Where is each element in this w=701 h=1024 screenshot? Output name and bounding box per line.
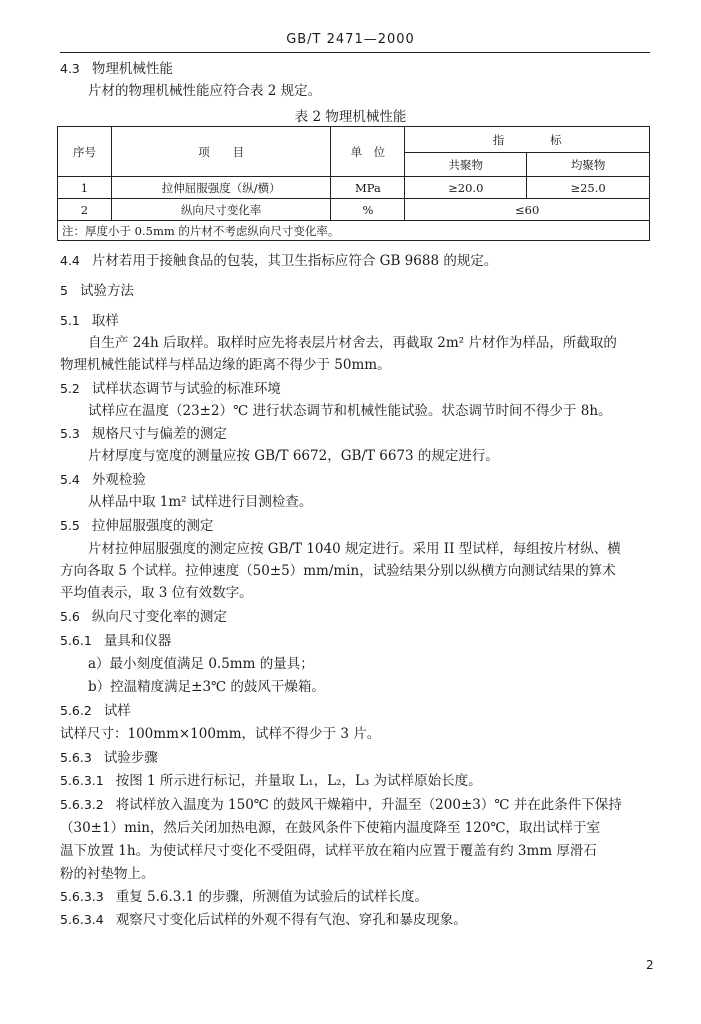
section-title: 量具和仪器 <box>103 633 172 649</box>
section-number: 4.4 <box>60 253 80 268</box>
table-row <box>58 199 650 221</box>
section-number: 5.5 <box>60 518 80 533</box>
section-title: 试验方法 <box>79 283 134 299</box>
paragraph-line: 方向各取 5 个试样。拉伸速度（50±5）mm/min，试验结果分别以纵横方向测试结果的算术 <box>60 563 616 579</box>
table-note: 注：厚度小于 0.5mm 的片材不考虑纵向尺寸变化率。 <box>58 221 650 241</box>
header-item: 项 目 <box>111 127 331 177</box>
cell-unit: % <box>331 199 405 221</box>
section-title: 外观检验 <box>91 472 146 488</box>
section-number: 5.2 <box>60 381 80 396</box>
cell-item: 拉伸屈服强度（纵/横） <box>111 177 331 199</box>
header-homopolymer: 均聚物 <box>527 153 650 177</box>
section-5-3-heading <box>60 425 227 443</box>
section-title: 试样状态调节与试验的标准环境 <box>91 381 281 397</box>
section-body: 观察尺寸变化后试样的外观不得有气泡、穿孔和暴皮现象。 <box>115 912 467 928</box>
paragraph-line: 粉的衬垫物上。 <box>60 866 155 882</box>
cell-no: 2 <box>58 199 112 221</box>
paragraph-line: 温下放置 1h。为使试样尺寸变化不受阻碍，试样平放在箱内应置于覆盖有约 3mm 厚滑石 <box>60 843 597 859</box>
section-title: 规格尺寸与偏差的测定 <box>91 426 227 442</box>
section-number: 5.4 <box>60 472 80 487</box>
cell-no: 1 <box>58 177 112 199</box>
section-5-heading <box>60 282 134 300</box>
section-number: 4.3 <box>60 61 80 76</box>
section-number: 5 <box>60 283 68 298</box>
paragraph-line: 从样品中取 1m² 试样进行目测检查。 <box>88 494 313 510</box>
section-title: 取样 <box>91 313 119 329</box>
section-5-5-heading <box>60 517 213 535</box>
section-5-6-1-heading <box>60 632 171 650</box>
list-item: a）最小刻度值满足 0.5mm 的量具； <box>88 656 314 672</box>
paragraph-line: 试样尺寸：100mm×100mm，试样不得少于 3 片。 <box>60 726 381 742</box>
section-number: 5.6.3.3 <box>60 889 104 904</box>
header-rule <box>60 52 650 53</box>
section-5-6-2-heading <box>60 702 131 720</box>
table-row <box>58 177 650 199</box>
list-item: b）控温精度满足±3℃ 的鼓风干燥箱。 <box>88 679 325 695</box>
section-5-4-heading <box>60 471 146 489</box>
section-number: 5.1 <box>60 313 80 328</box>
section-5-6-3-2 <box>60 796 622 814</box>
section-5-6-3-heading <box>60 749 158 767</box>
paragraph-line: 试样应在温度（23±2）℃ 进行状态调节和机械性能试验。状态调节时间不得少于 8h。 <box>88 403 612 419</box>
cell-item: 纵向尺寸变化率 <box>111 199 331 221</box>
section-4-3-heading <box>60 60 173 78</box>
section-number: 5.6.3.1 <box>60 773 104 788</box>
section-title: 纵向尺寸变化率的测定 <box>91 609 227 625</box>
paragraph-line: 平均值表示，取 3 位有效数字。 <box>60 585 253 601</box>
paragraph-line: （30±1）min，然后关闭加热电源，在鼓风条件下使箱内温度降至 120℃，取出试样于室 <box>60 820 601 836</box>
section-5-6-3-1 <box>60 772 482 790</box>
section-number: 5.3 <box>60 426 80 441</box>
header-copolymer: 共聚物 <box>405 153 527 177</box>
page-number: 2 <box>646 958 654 972</box>
section-title: 试验步骤 <box>103 750 158 766</box>
section-5-6-3-3 <box>60 888 428 906</box>
cell-copolymer: ≥20.0 <box>405 177 527 199</box>
section-5-2-heading <box>60 380 281 398</box>
section-body: 按图 1 所示进行标记，并量取 L₁，L₂，L₃ 为试样原始长度。 <box>115 773 482 789</box>
paragraph-line: 片材厚度与宽度的测量应按 GB/T 6672，GB/T 6673 的规定进行。 <box>88 448 499 464</box>
section-number: 5.6.2 <box>60 703 92 718</box>
page-header: GB/T 2471—2000 <box>286 32 415 47</box>
cell-homopolymer: ≥25.0 <box>527 177 650 199</box>
properties-table <box>57 126 650 241</box>
header-no: 序号 <box>58 127 112 177</box>
cell-unit: MPa <box>331 177 405 199</box>
section-number: 5.6.1 <box>60 633 92 648</box>
paragraph-line: 物理机械性能试样与样品边缘的距离不得少于 50mm。 <box>60 357 391 373</box>
section-body: 将试样放入温度为 150℃ 的鼓风干燥箱中，升温至（200±3）℃ 并在此条件下保持 <box>115 797 622 813</box>
section-number: 5.6.3.2 <box>60 797 104 812</box>
section-5-6-heading <box>60 608 227 626</box>
section-5-1-heading <box>60 312 119 330</box>
header-index: 指 标 <box>405 127 650 153</box>
header-unit: 单 位 <box>331 127 405 177</box>
paragraph-line: 片材拉伸屈服强度的测定应按 GB/T 1040 规定进行。采用 II 型试样，每组按片材纵、横 <box>88 541 621 557</box>
section-number: 5.6.3.4 <box>60 912 104 927</box>
section-body: 片材若用于接触食品的包装，其卫生指标应符合 GB 9688 的规定。 <box>91 253 498 269</box>
section-5-6-3-4 <box>60 911 467 929</box>
section-4-4 <box>60 252 497 270</box>
section-title: 试样 <box>103 703 131 719</box>
section-title: 物理机械性能 <box>91 61 173 77</box>
table-caption: 表 2 物理机械性能 <box>294 109 407 125</box>
section-number: 5.6 <box>60 609 80 624</box>
cell-merged-index: ≤60 <box>405 199 650 221</box>
section-body: 重复 5.6.3.1 的步骤，所测值为试验后的试样长度。 <box>115 889 429 905</box>
section-number: 5.6.3 <box>60 750 92 765</box>
paragraph-line: 自生产 24h 后取样。取样时应先将表层片材舍去，再截取 2m² 片材作为样品，所截取的 <box>88 335 617 351</box>
section-4-3-body: 片材的物理机械性能应符合表 2 规定。 <box>88 83 322 99</box>
section-title: 拉伸屈服强度的测定 <box>91 518 214 534</box>
